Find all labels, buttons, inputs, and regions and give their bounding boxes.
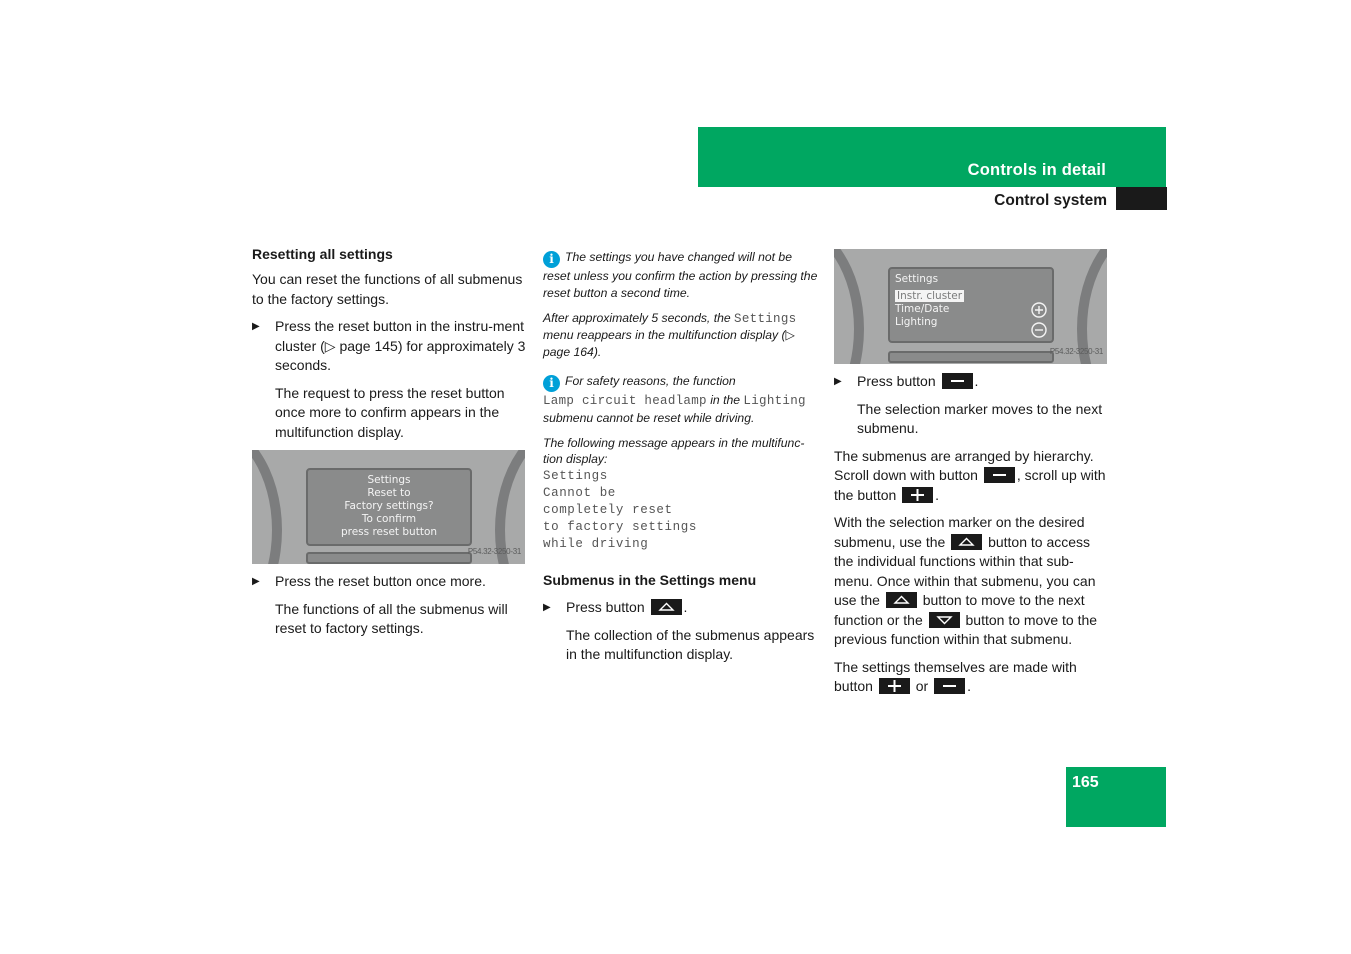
multifunction-display [888, 267, 1054, 343]
section-title: Controls in detail [967, 161, 1106, 179]
display-lower [306, 552, 472, 564]
display-line: Settings [367, 474, 411, 486]
step-result: The request to press the reset button once more to confirm appears in the multifunction display. [275, 384, 505, 440]
info-message-intro: The following message appears in the multifunc-tion display: [543, 435, 805, 467]
info-note: i The settings you have changed will not be reset unless you confirm the action by pressing the reset button a second time. [543, 250, 818, 300]
display-message [543, 468, 819, 553]
arrow-bullet-icon: ▶ [252, 321, 260, 332]
step-press-up: ▶ Press button . [543, 598, 819, 618]
minus-button-icon [934, 678, 965, 694]
minus-button-icon [942, 373, 973, 389]
column-2 [543, 249, 819, 673]
paragraph-navigation: With the selection marker on the desired submenu, use the button to access the individual functions within that sub-menu. Once within that submenu, you can use the button to move to the next function or the button to move to the previous function within that submenu. [834, 514, 1098, 647]
info-icon: i [543, 251, 560, 268]
section-subtitle: Control system [994, 192, 1107, 209]
step-press-reset: ▶ Press the reset button in the instru-ment cluster (▷ page 145) for approximately 3 seconds. [252, 318, 526, 373]
plus-button-icon [902, 487, 933, 503]
display-line: To confirm [361, 513, 417, 525]
step-result: The collection of the submenus appears in the multifunction display. [566, 626, 815, 663]
display-selected-item: Instr. cluster [897, 290, 963, 302]
gauge-left [252, 450, 282, 564]
plus-button-icon [879, 678, 910, 694]
header-marker [1116, 187, 1167, 210]
info-note-followup: After approximately 5 seconds, the Settings menu reappears in the multifunction display (▷ page 164). [543, 310, 797, 360]
intro-text: You can reset the functions of all submenus to the factory settings. [252, 271, 523, 307]
arrow-bullet-icon: ▶ [834, 376, 842, 387]
message-line: Settings [543, 469, 608, 484]
message-line: completely reset [543, 503, 673, 518]
column-3 [834, 249, 1108, 705]
gauge-left [834, 249, 864, 364]
display-figure-settings [834, 249, 1107, 364]
display-lower [888, 351, 1054, 363]
message-line: Cannot be [543, 486, 616, 501]
display-line: Reset to [367, 487, 411, 499]
header-bar [698, 127, 1166, 187]
up-button-icon [886, 592, 917, 608]
column-1 [252, 244, 526, 647]
paragraph-hierarchy: The submenus are arranged by hierarchy. Scroll down with button , scroll up with the button . [834, 447, 1106, 503]
up-button-icon [651, 599, 682, 615]
message-line: while driving [543, 537, 649, 552]
arrow-bullet-icon: ▶ [252, 576, 260, 587]
message-line: to factory settings [543, 520, 697, 535]
step-result: The selection marker moves to the next submenu. [857, 400, 1103, 436]
paragraph-settings: The settings themselves are made with button or . [834, 658, 1077, 694]
display-line: press reset button [340, 526, 438, 538]
display-title: Settings [895, 273, 939, 285]
figure-code: P54.32-3250-31 [467, 546, 521, 556]
display-item: Time/Date [895, 303, 950, 315]
heading-submenus: Submenus in the Settings menu [543, 572, 757, 589]
display-line: Factory settings? [344, 500, 434, 512]
info-icon: i [543, 375, 560, 392]
up-button-icon [951, 534, 982, 550]
arrow-bullet-icon: ▶ [543, 602, 551, 614]
multifunction-display [306, 468, 472, 546]
page-number-box [1066, 767, 1166, 827]
step-result: The functions of all the submenus will reset to factory settings. [275, 600, 508, 636]
figure-code: P54.32-3250-31 [1049, 346, 1103, 356]
step-press-again: ▶ Press the reset button once more. [252, 572, 526, 592]
display-figure-reset [252, 450, 525, 564]
page-number: 165 [1072, 774, 1099, 791]
heading-resetting: Resetting all settings [252, 246, 393, 262]
down-button-icon [929, 612, 960, 628]
step-press-minus: ▶ Press button . [834, 372, 1108, 392]
minus-button-icon [984, 467, 1015, 483]
plus-minus-icon [1030, 301, 1048, 339]
display-item: Lighting [895, 316, 938, 328]
info-note-safety: i For safety reasons, the function Lamp circuit headlamp in the Lighting submenu cannot be reset while driving. [543, 373, 806, 425]
